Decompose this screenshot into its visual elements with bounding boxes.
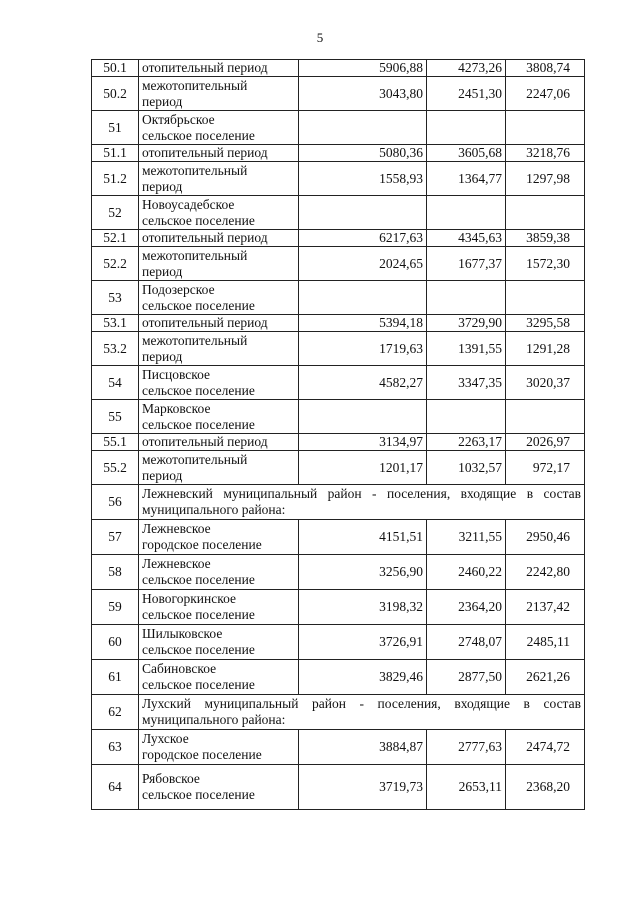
- table-row: [92, 281, 585, 315]
- table-row: [92, 765, 585, 810]
- value-cell-2: 2364,20: [427, 590, 506, 625]
- value-cell-2: 4273,26: [427, 60, 506, 77]
- row-label: [139, 765, 299, 810]
- value-cell-2: 2451,30: [427, 77, 506, 111]
- table-row: [92, 60, 585, 77]
- value-cell-3: 3020,37: [506, 366, 585, 400]
- value-cell-1: 1201,17: [299, 451, 427, 485]
- value-cell-3: [506, 400, 585, 434]
- row-label-line: отопительный период: [142, 60, 268, 75]
- row-label: [139, 625, 299, 660]
- table-row: [92, 196, 585, 230]
- value-cell-1: 3256,90: [299, 555, 427, 590]
- row-label-line: Шилыковское: [142, 626, 223, 641]
- row-label: [139, 332, 299, 366]
- row-label-line: Подозерское: [142, 281, 215, 297]
- row-number: 53.1: [92, 315, 139, 332]
- row-number: 55.2: [92, 451, 139, 485]
- table-row: [92, 247, 585, 281]
- value-cell-1: 3198,32: [299, 590, 427, 625]
- value-cell-3: 3859,38: [506, 230, 585, 247]
- row-number: 55: [92, 400, 139, 434]
- table-row: [92, 434, 585, 451]
- value-cell-2: 1364,77: [427, 162, 506, 196]
- row-number: 60: [92, 625, 139, 660]
- row-number: 64: [92, 765, 139, 810]
- value-cell-1: 6217,63: [299, 230, 427, 247]
- row-number: 55.1: [92, 434, 139, 451]
- value-cell-3: 1572,30: [506, 247, 585, 281]
- row-label-line: сельское поселение: [142, 607, 255, 622]
- row-label-line: городское поселение: [142, 747, 262, 762]
- value-cell-1: [299, 196, 427, 230]
- value-cell-3: 3808,74: [506, 60, 585, 77]
- row-label: [139, 451, 299, 485]
- value-cell-2: 2263,17: [427, 434, 506, 451]
- row-label: [139, 660, 299, 695]
- value-cell-2: 1032,57: [427, 451, 506, 485]
- row-label-line: сельское поселение: [142, 127, 255, 143]
- row-label-line: сельское поселение: [142, 416, 255, 432]
- row-label-line: Марковское: [142, 400, 211, 416]
- row-label: [139, 77, 299, 111]
- row-label-line: Лежневское: [142, 521, 211, 536]
- value-cell-2: 2460,22: [427, 555, 506, 590]
- row-number: 59: [92, 590, 139, 625]
- table-row: [92, 77, 585, 111]
- value-cell-3: 2026,97: [506, 434, 585, 451]
- row-label-line: период: [142, 263, 183, 279]
- row-label: [139, 590, 299, 625]
- row-label: [139, 162, 299, 196]
- value-cell-1: [299, 111, 427, 145]
- value-cell-3: 1291,28: [506, 332, 585, 366]
- value-cell-2: 2877,50: [427, 660, 506, 695]
- value-cell-2: 2777,63: [427, 730, 506, 765]
- row-label: [139, 434, 299, 451]
- row-label-line: период: [142, 178, 183, 194]
- value-cell-1: 3043,80: [299, 77, 427, 111]
- value-cell-2: 3347,35: [427, 366, 506, 400]
- row-label-line: межотопительный: [142, 247, 248, 263]
- row-label: [139, 315, 299, 332]
- table-row: [92, 111, 585, 145]
- row-number: 61: [92, 660, 139, 695]
- row-label-line: сельское поселение: [142, 382, 255, 398]
- value-cell-3: 2242,80: [506, 555, 585, 590]
- row-label-line: городское поселение: [142, 537, 262, 552]
- value-cell-1: 3884,87: [299, 730, 427, 765]
- row-number: 54: [92, 366, 139, 400]
- row-number: 51.2: [92, 162, 139, 196]
- page-number: 5: [316, 30, 324, 45]
- value-cell-3: 2474,72: [506, 730, 585, 765]
- value-cell-2: 1677,37: [427, 247, 506, 281]
- row-label-line: межотопительный: [142, 77, 248, 93]
- value-cell-2: [427, 281, 506, 315]
- value-cell-3: [506, 111, 585, 145]
- value-cell-3: 2950,46: [506, 520, 585, 555]
- value-cell-3: [506, 281, 585, 315]
- row-label-line: Лухское: [142, 731, 189, 746]
- row-label-line: отопительный период: [142, 145, 268, 160]
- tariff-table: [91, 59, 585, 810]
- row-number: 50.1: [92, 60, 139, 77]
- table-row: [92, 555, 585, 590]
- row-label: [139, 555, 299, 590]
- row-label: [139, 230, 299, 247]
- row-number: 62: [92, 695, 139, 730]
- row-label-line: отопительный период: [142, 230, 268, 245]
- value-cell-2: [427, 111, 506, 145]
- row-number: 57: [92, 520, 139, 555]
- row-label: [139, 60, 299, 77]
- row-label-line: межотопительный: [142, 162, 248, 178]
- table-row: [92, 520, 585, 555]
- value-cell-1: 3134,97: [299, 434, 427, 451]
- value-cell-1: 5394,18: [299, 315, 427, 332]
- row-label-line: Новоусадебское: [142, 196, 235, 212]
- table-row: [92, 660, 585, 695]
- value-cell-1: 5906,88: [299, 60, 427, 77]
- row-number: 63: [92, 730, 139, 765]
- value-cell-1: 5080,36: [299, 145, 427, 162]
- value-cell-1: 1558,93: [299, 162, 427, 196]
- row-number: 51.1: [92, 145, 139, 162]
- table-row: [92, 332, 585, 366]
- value-cell-3: 972,17: [506, 451, 585, 485]
- value-cell-3: 3295,58: [506, 315, 585, 332]
- value-cell-3: 2137,42: [506, 590, 585, 625]
- table-row: [92, 145, 585, 162]
- value-cell-3: [506, 196, 585, 230]
- value-cell-2: 1391,55: [427, 332, 506, 366]
- district-header: Лухский муниципальный район - поселения, входящие в состав муниципального района:: [139, 695, 585, 730]
- row-number: 52.2: [92, 247, 139, 281]
- value-cell-3: 2247,06: [506, 77, 585, 111]
- value-cell-3: 1297,98: [506, 162, 585, 196]
- table-row: [92, 400, 585, 434]
- table-row: [92, 230, 585, 247]
- row-label-line: сельское поселение: [142, 212, 255, 228]
- row-label-line: сельское поселение: [142, 572, 255, 587]
- row-label: [139, 400, 299, 434]
- row-label: [139, 247, 299, 281]
- table-row: [92, 366, 585, 400]
- table-row: [92, 590, 585, 625]
- row-number: 56: [92, 485, 139, 520]
- row-label-line: Новогоркинское: [142, 591, 237, 606]
- table-row: [92, 730, 585, 765]
- value-cell-2: [427, 400, 506, 434]
- table-row: [92, 451, 585, 485]
- value-cell-3: 3218,76: [506, 145, 585, 162]
- value-cell-2: 4345,63: [427, 230, 506, 247]
- table-row: [92, 162, 585, 196]
- row-label: [139, 196, 299, 230]
- value-cell-2: 2748,07: [427, 625, 506, 660]
- district-header: Лежневский муниципальный район - поселения, входящие в состав муниципального района:: [139, 485, 585, 520]
- row-label-line: Лежневское: [142, 556, 211, 571]
- row-label-line: Рябовское: [142, 771, 200, 786]
- value-cell-1: 2024,65: [299, 247, 427, 281]
- table-row: [92, 485, 585, 520]
- row-label-line: Октябрьское: [142, 111, 215, 127]
- row-label-line: период: [142, 467, 183, 483]
- row-label-line: межотопительный: [142, 451, 248, 467]
- row-label-line: межотопительный: [142, 332, 248, 348]
- value-cell-1: 3719,73: [299, 765, 427, 810]
- row-label-line: сельское поселение: [142, 677, 255, 692]
- row-label-line: период: [142, 93, 183, 109]
- row-label-line: сельское поселение: [142, 642, 255, 657]
- row-number: 52: [92, 196, 139, 230]
- value-cell-2: 3605,68: [427, 145, 506, 162]
- row-number: 53: [92, 281, 139, 315]
- row-label-line: Сабиновское: [142, 661, 217, 676]
- value-cell-3: 2368,20: [506, 765, 585, 810]
- row-label-line: отопительный период: [142, 434, 268, 449]
- row-label-line: отопительный период: [142, 315, 268, 330]
- row-label-line: сельское поселение: [142, 787, 255, 802]
- value-cell-3: 2621,26: [506, 660, 585, 695]
- table-body: [92, 60, 585, 810]
- value-cell-1: 1719,63: [299, 332, 427, 366]
- value-cell-1: 4582,27: [299, 366, 427, 400]
- row-number: 50.2: [92, 77, 139, 111]
- row-label-line: Писцовское: [142, 366, 211, 382]
- row-label: [139, 366, 299, 400]
- row-label: [139, 730, 299, 765]
- value-cell-1: [299, 281, 427, 315]
- row-label-line: сельское поселение: [142, 297, 255, 313]
- row-label: [139, 520, 299, 555]
- value-cell-2: 2653,11: [427, 765, 506, 810]
- row-label: [139, 111, 299, 145]
- value-cell-1: [299, 400, 427, 434]
- table-row: [92, 625, 585, 660]
- value-cell-3: 2485,11: [506, 625, 585, 660]
- row-number: 53.2: [92, 332, 139, 366]
- row-label: [139, 145, 299, 162]
- value-cell-2: [427, 196, 506, 230]
- table-row: [92, 695, 585, 730]
- row-number: 51: [92, 111, 139, 145]
- value-cell-2: 3211,55: [427, 520, 506, 555]
- value-cell-1: 3726,91: [299, 625, 427, 660]
- row-number: 58: [92, 555, 139, 590]
- row-label: [139, 281, 299, 315]
- value-cell-1: 3829,46: [299, 660, 427, 695]
- table-row: [92, 315, 585, 332]
- row-number: 52.1: [92, 230, 139, 247]
- row-label-line: период: [142, 348, 183, 364]
- value-cell-1: 4151,51: [299, 520, 427, 555]
- value-cell-2: 3729,90: [427, 315, 506, 332]
